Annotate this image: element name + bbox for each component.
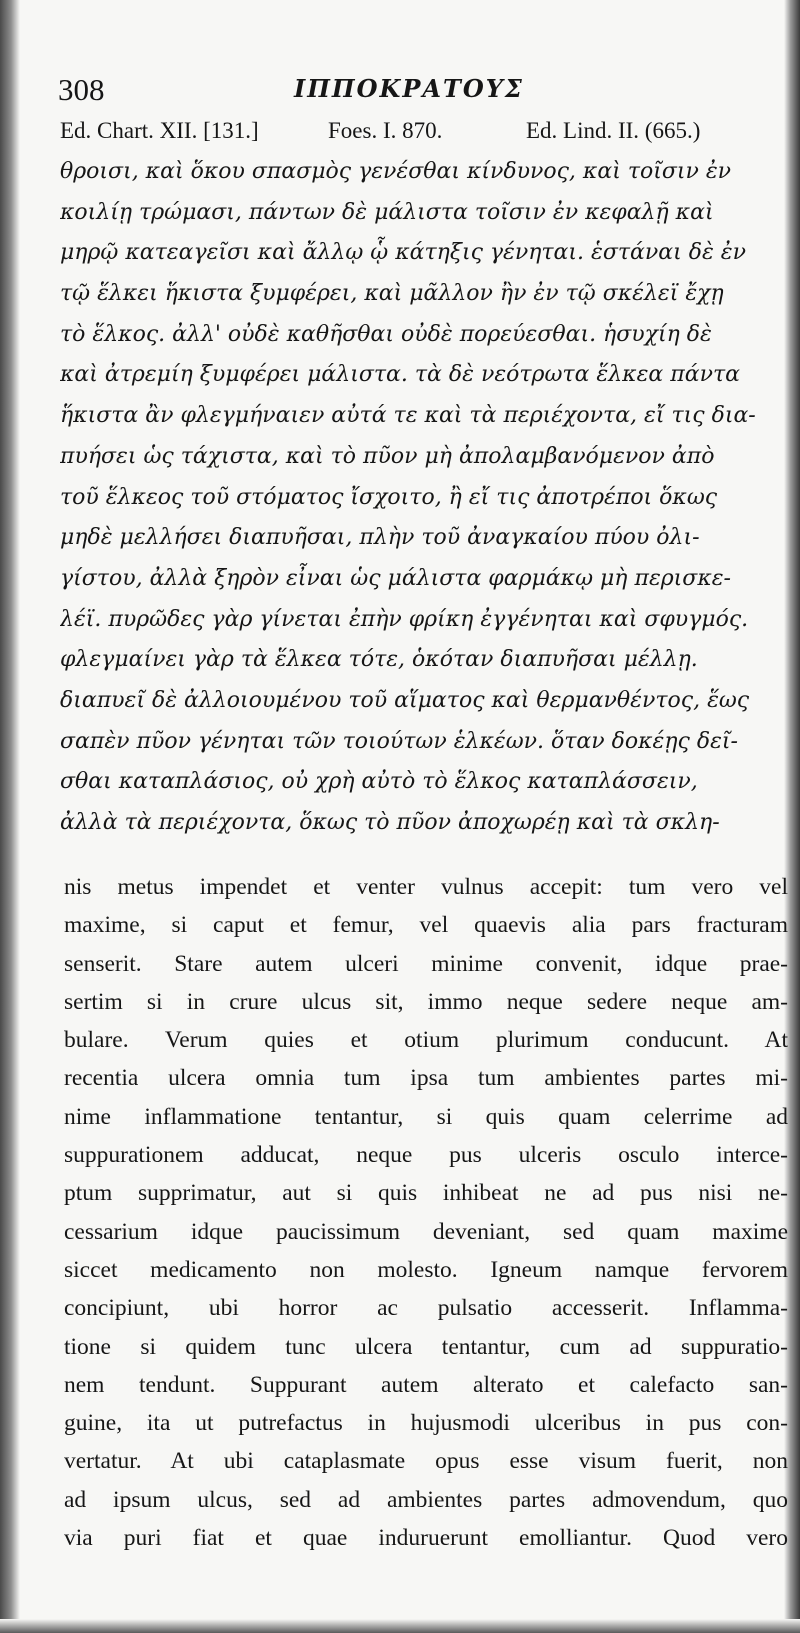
latin-text-line: cessarium idque paucissimum deveniant, sed quam maxime [64,1218,788,1245]
latin-text-line: vertatur. At ubi cataplasmate opus esse visum fuerit, non [64,1448,788,1475]
latin-text-line: sertim si in crure ulcus sit, immo neque sedere neque am- [64,988,788,1015]
greek-text-line: γίστου, ἀλλὰ ξηρὸν εἶναι ὡς μάλιστα φαρμάκῳ μὴ περισκε- [60,565,731,591]
latin-text-line: concipiunt, ubi horror ac pulsatio accesserit. Inflamma- [64,1295,788,1322]
latin-text-line: senserit. Stare autem ulceri minime convenit, idque prae- [64,950,788,977]
page-edge-left [0,0,20,1633]
greek-text-line: τῷ ἕλκει ἥκιστα ξυμφέρει, καὶ μᾶλλον ἢν ἐν τῷ σκέλεϊ ἔχῃ [60,281,724,307]
greek-text-line: σαπὲν πῦον γένηται τῶν τοιούτων ἑλκέων. ὅταν δοκέῃς δεῖ- [60,728,738,754]
page-number: 308 [58,72,105,107]
greek-text-line: μηρῷ κατεαγεῖσι καὶ ἄλλῳ ᾧ κάτηξις γένηται. ἑστάναι δὲ ἐν [60,240,746,266]
greek-text-line: ἀλλὰ τὰ περιέχοντα, ὅκως τὸ πῦον ἀποχωρέῃ καὶ τὰ σκλη- [60,810,720,835]
latin-text-line: nem tendunt. Suppurant autem alterato et calefacto san- [64,1371,788,1398]
greek-text-line: φλεγμαίνει γὰρ τὰ ἕλκεα τότε, ὁκόταν διαπυῆσαι μέλλῃ. [60,647,698,673]
page-edge-bottom [0,1619,800,1633]
greek-text-line: μηδὲ μελλήσει διαπυῆσαι, πλὴν τοῦ ἀναγκαίου πύου ὀλι- [60,525,700,551]
greek-text-line: κοιλίῃ τρώμασι, πάντων δὲ μάλιστα τοῖσιν ἐν κεφαλῇ καὶ [60,199,714,225]
latin-text-line: maxime, si caput et femur, vel quaevis alia pars fracturam [64,912,788,939]
greek-text-line: σθαι καταπλάσιος, οὐ χρὴ αὐτὸ τὸ ἕλκος καταπλάσσειν, [60,769,698,795]
greek-text-line: τὸ ἕλκος. ἀλλ' οὐδὲ καθῆσθαι οὐδὲ πορεύεσθαι. ἡσυχίη δὲ [60,321,712,347]
edition-foes: Foes. I. 870. [328,118,443,143]
latin-text-block [64,868,788,1557]
greek-text-line: τοῦ ἕλκεος τοῦ στόματος ἴσχοιτο, ἢ εἴ τις ἀποτρέποι ὅκως [60,484,718,510]
greek-text-line: διαπυεῖ δὲ ἀλλοιουμένου τοῦ αἵματος καὶ θερμανθέντος, ἕως [60,687,750,713]
latin-text-line: recentia ulcera omnia tum ipsa tum ambientes partes mi- [64,1065,788,1092]
latin-text-line: guine, ita ut putrefactus in hujusmodi ulceribus in pus con- [64,1410,788,1437]
greek-text-line: ἥκιστα ἂν φλεγμήναιεν αὐτά τε καὶ τὰ περιέχοντα, εἴ τις δια- [60,403,756,429]
edition-references [60,118,790,150]
latin-text-line: ptum supprimatur, aut si quis inhibeat ne ad pus nisi ne- [64,1180,788,1207]
latin-text-line: bulare. Verum quies et otium plurimum conducunt. At [64,1027,788,1054]
latin-text-line: nis metus impendet et venter vulnus accepit: tum vero vel [64,874,788,900]
greek-text-line: λέϊ. πυρῶδες γὰρ γίνεται ἐπὴν φρίκη ἐγγένηται καὶ σφυγμός. [60,606,749,632]
greek-text-line: καὶ ἀτρεμίη ξυμφέρει μάλιστα. τὰ δὲ νεότρωτα ἕλκεα πάντα [60,362,740,388]
latin-text-line: ad ipsum ulcus, sed ad ambientes partes admovendum, quo [64,1486,788,1513]
latin-text-line: siccet medicamento non molesto. Igneum namque fervorem [64,1256,788,1283]
latin-text-line: suppurationem adducat, neque pus ulceris osculo interce- [64,1142,788,1169]
page-header [58,72,758,112]
edition-lind: Ed. Lind. II. (665.) [526,118,701,143]
greek-text-line: πυήσει ὡς τάχιστα, καὶ τὸ πῦον μὴ ἀπολαμβανόμενον ἀπὸ [60,443,715,469]
latin-text-line: tione si quidem tunc ulcera tentantur, cum ad suppuratio- [64,1333,788,1360]
latin-text-line: via puri fiat et quae induruerunt emolliantur. Quod vero [64,1525,788,1552]
greek-text-block [60,152,790,844]
greek-text-line: θροισι, καὶ ὅκου σπασμὸς γενέσθαι κίνδυνος, καὶ τοῖσιν ἐν [60,159,732,184]
running-title: ΙΠΠΟΚΡΑΤΟΥΣ [294,74,524,103]
edition-chart: Ed. Chart. XII. [131.] [60,118,259,143]
latin-text-line: nime inflammatione tentantur, si quis quam celerrime ad [64,1103,788,1130]
